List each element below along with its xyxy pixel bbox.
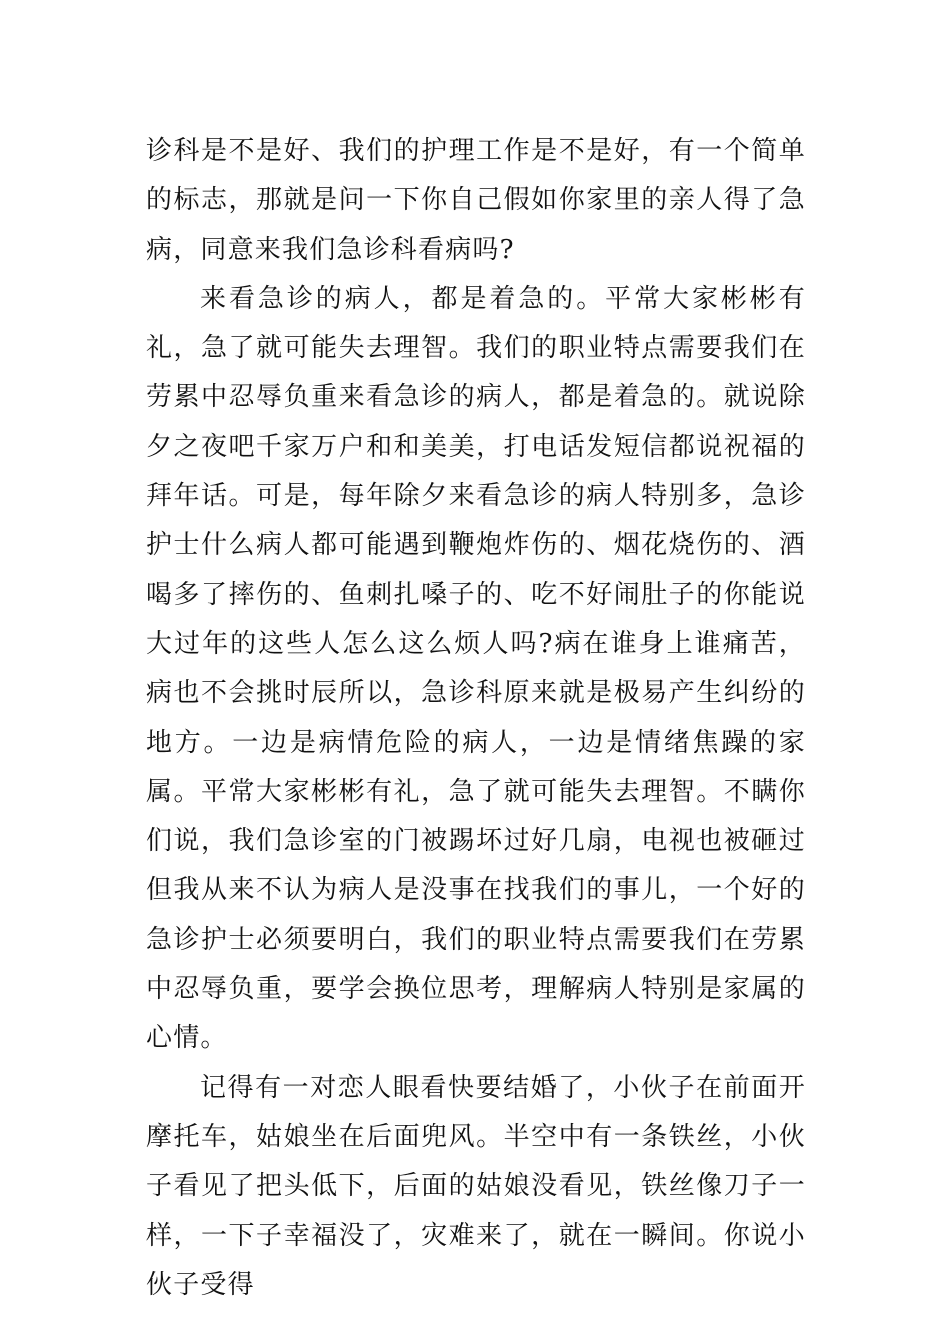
paragraph-1: 诊科是不是好、我们的护理工作是不是好，有一个简单的标志，那就是问一下你自己假如你家里的亲人得了急病，同意来我们急诊科看病吗?: [146, 136, 806, 265]
document-body: [146, 127, 806, 1310]
paragraph-3: 记得有一对恋人眼看快要结婚了，小伙子在前面开摩托车，姑娘坐在后面兜风。半空中有一条铁丝，小伙子看见了把头低下，后面的姑娘没看见，铁丝像刀子一样，一下子幸福没了，灾难来了，就在一瞬间。你说小伙子受得: [146, 1072, 806, 1300]
paragraph-2: 来看急诊的病人，都是着急的。平常大家彬彬有礼，急了就可能失去理智。我们的职业特点需要我们在劳累中忍辱负重来看急诊的病人，都是着急的。就说除夕之夜吧千家万户和和美美，打电话发短信都说祝福的拜年话。可是，每年除夕来看急诊的病人特别多，急诊护士什么病人都可能遇到鞭炮炸伤的、烟花烧伤的、酒喝多了摔伤的、鱼刺扎嗓子的、吃不好闹肚子的你能说大过年的这些人怎么这么烦人吗?病在谁身上谁痛苦，病也不会挑时辰所以，急诊科原来就是极易产生纠纷的地方。一边是病情危险的病人，一边是情绪焦躁的家属。平常大家彬彬有礼，急了就可能失去理智。不瞒你们说，我们急诊室的门被踢坏过好几扇，电视也被砸过但我从来不认为病人是没事在找我们的事儿，一个好的急诊护士必须要明白，我们的职业特点需要我们在劳累中忍辱负重，要学会换位思考，理解病人特别是家属的心情。: [146, 283, 806, 1054]
